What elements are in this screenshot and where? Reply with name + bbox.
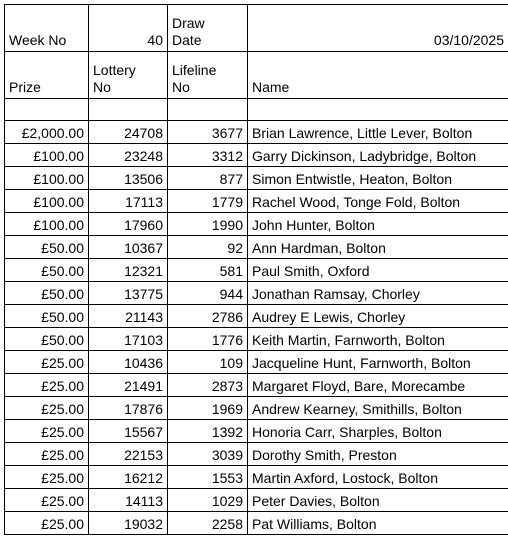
prize-cell: £100.00 [5,190,89,213]
lottery-number-cell: 10436 [89,351,168,374]
winner-name-cell: Honoria Carr, Sharples, Bolton [248,420,508,443]
blank-row [5,99,508,121]
winner-name-cell: Dorothy Smith, Preston [248,443,508,466]
lottery-number-cell: 10367 [89,236,168,259]
lottery-number-cell: 17113 [89,190,168,213]
table-row [5,144,508,167]
prize-cell: £25.00 [5,512,89,535]
blank-cell [168,99,248,121]
prize-cell: £25.00 [5,466,89,489]
prize-cell: £50.00 [5,305,89,328]
column-header-name: Name [248,52,508,99]
table-row [5,259,508,282]
lifeline-number-cell: 1029 [168,489,248,512]
table-row [5,190,508,213]
lottery-number-cell: 23248 [89,144,168,167]
winner-name-cell: Margaret Floyd, Bare, Morecambe [248,374,508,397]
lottery-number-cell: 12321 [89,259,168,282]
lifeline-number-cell: 109 [168,351,248,374]
prize-cell: £25.00 [5,351,89,374]
lifeline-number-cell: 1990 [168,213,248,236]
prize-cell: £50.00 [5,282,89,305]
lifeline-number-cell: 1779 [168,190,248,213]
winner-name-cell: Paul Smith, Oxford [248,259,508,282]
table-row [5,466,508,489]
lifeline-number-cell: 877 [168,167,248,190]
prize-cell: £25.00 [5,374,89,397]
table-row [5,351,508,374]
lifeline-number-cell: 1553 [168,466,248,489]
lottery-number-cell: 17876 [89,397,168,420]
lifeline-number-cell: 1776 [168,328,248,351]
column-header-lifeline-line1: Lifeline [172,62,243,79]
winner-name-cell: Pat Williams, Bolton [248,512,508,535]
lifeline-number-cell: 3312 [168,144,248,167]
lottery-number-cell: 17960 [89,213,168,236]
table-row [5,121,508,144]
lottery-number-cell: 24708 [89,121,168,144]
lottery-number-cell: 13775 [89,282,168,305]
lottery-number-cell: 16212 [89,466,168,489]
lottery-number-cell: 17103 [89,328,168,351]
column-header-lifeline [168,52,248,99]
table-row [5,374,508,397]
winner-name-cell: Rachel Wood, Tonge Fold, Bolton [248,190,508,213]
column-header-lottery [89,52,168,99]
week-label: Week No [5,5,89,52]
table-row [5,420,508,443]
blank-cell [248,99,508,121]
winner-name-cell: Peter Davies, Bolton [248,489,508,512]
prize-cell: £50.00 [5,259,89,282]
winner-name-cell: Martin Axford, Lostock, Bolton [248,466,508,489]
draw-date-label-line1: Draw [172,15,243,32]
blank-cell [5,99,89,121]
blank-cell [89,99,168,121]
winner-name-cell: Ann Hardman, Bolton [248,236,508,259]
prize-cell: £2,000.00 [5,121,89,144]
winner-name-cell: Brian Lawrence, Little Lever, Bolton [248,121,508,144]
table-row [5,213,508,236]
column-header-lottery-line1: Lottery [93,62,163,79]
winner-name-cell: Jonathan Ramsay, Chorley [248,282,508,305]
table-row [5,512,508,535]
lottery-number-cell: 13506 [89,167,168,190]
lifeline-number-cell: 2873 [168,374,248,397]
winners-table [4,4,508,535]
column-header-row [5,52,508,99]
winner-name-cell: Jacqueline Hunt, Farnworth, Bolton [248,351,508,374]
table-row [5,167,508,190]
lifeline-number-cell: 3039 [168,443,248,466]
prize-cell: £100.00 [5,144,89,167]
week-value: 40 [89,5,168,52]
draw-date-label [168,5,248,52]
lifeline-number-cell: 1392 [168,420,248,443]
prize-cell: £25.00 [5,443,89,466]
prize-cell: £25.00 [5,397,89,420]
winner-name-cell: Keith Martin, Farnworth, Bolton [248,328,508,351]
table-row [5,282,508,305]
prize-cell: £100.00 [5,167,89,190]
lifeline-number-cell: 92 [168,236,248,259]
column-header-lifeline-line2: No [172,79,243,96]
lifeline-number-cell: 2786 [168,305,248,328]
draw-date-value: 03/10/2025 [248,5,508,52]
prize-cell: £50.00 [5,236,89,259]
prize-cell: £50.00 [5,328,89,351]
winner-name-cell: Andrew Kearney, Smithills, Bolton [248,397,508,420]
lottery-number-cell: 14113 [89,489,168,512]
table-row [5,236,508,259]
table-row [5,489,508,512]
lifeline-number-cell: 944 [168,282,248,305]
table-row [5,397,508,420]
winner-name-cell: Audrey E Lewis, Chorley [248,305,508,328]
lottery-number-cell: 15567 [89,420,168,443]
week-row [5,5,508,52]
table-row [5,305,508,328]
draw-date-label-line2: Date [172,32,243,49]
winner-name-cell: Garry Dickinson, Ladybridge, Bolton [248,144,508,167]
column-header-prize: Prize [5,52,89,99]
lottery-number-cell: 21143 [89,305,168,328]
winner-name-cell: Simon Entwistle, Heaton, Bolton [248,167,508,190]
prize-cell: £25.00 [5,420,89,443]
lifeline-number-cell: 3677 [168,121,248,144]
table-row [5,443,508,466]
lifeline-number-cell: 1969 [168,397,248,420]
prize-cell: £100.00 [5,213,89,236]
lifeline-number-cell: 581 [168,259,248,282]
prize-cell: £25.00 [5,489,89,512]
lifeline-number-cell: 2258 [168,512,248,535]
lottery-number-cell: 19032 [89,512,168,535]
table-row [5,328,508,351]
winner-name-cell: John Hunter, Bolton [248,213,508,236]
lottery-number-cell: 22153 [89,443,168,466]
lottery-number-cell: 21491 [89,374,168,397]
column-header-lottery-line2: No [93,79,163,96]
